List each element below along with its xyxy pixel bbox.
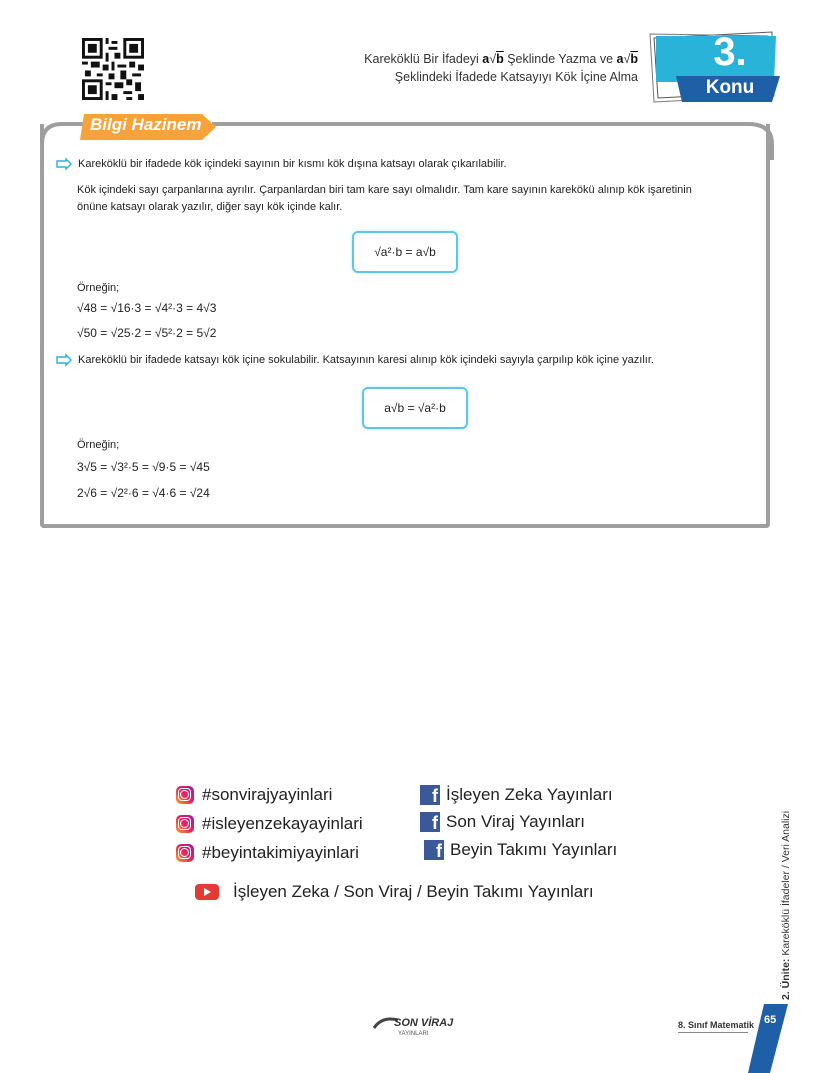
instagram-icon — [176, 844, 194, 862]
instagram-handle: #sonvirajyayinlari — [202, 785, 333, 804]
youtube-channel: İşleyen Zeka / Son Viraj / Beyin Takımı Yayınları — [233, 882, 594, 901]
formula-box — [362, 387, 468, 429]
logo-subtext: YAYINLARI — [398, 1031, 429, 1037]
unit-side-label — [780, 780, 800, 1000]
info-box-title: Bilgi Hazinem — [90, 115, 202, 134]
konu-label: Konu — [705, 77, 755, 98]
example-line: 2√6 = √2²·6 = √4·6 = √24 — [77, 486, 210, 500]
facebook-page: İşleyen Zeka Yayınları — [446, 785, 613, 804]
bullet-item — [56, 158, 507, 170]
page-number: 65 — [764, 1014, 777, 1026]
bullet-item — [56, 354, 654, 366]
instagram-link[interactable] — [176, 785, 332, 805]
formula-text: √a²·b = a√b — [374, 245, 436, 259]
example-line: √50 = √25·2 = √5²·2 = 5√2 — [77, 326, 217, 340]
example-line: √48 = √16·3 = √4²·3 = 4√3 — [77, 301, 217, 315]
instagram-link[interactable] — [176, 843, 359, 863]
publisher-logo — [372, 1006, 454, 1038]
konu-number: 3. — [713, 30, 747, 74]
instagram-icon — [176, 815, 194, 833]
instagram-icon — [176, 786, 194, 804]
qr-code — [82, 38, 144, 100]
facebook-icon: f — [420, 812, 440, 832]
topic-heading — [364, 50, 638, 86]
unit-number: 2. Ünite: — [780, 958, 792, 1000]
footer-underline — [678, 1032, 748, 1033]
instagram-handle: #beyintakimiyayinlari — [202, 843, 359, 862]
facebook-icon: f — [424, 840, 444, 860]
paragraph-line: Kök içindeki sayı çarpanlarına ayrılır. Çarpanlardan biri tam kare sayı olmalıdır. Tam kare sayının karekökü alınıp kök işaretinin — [77, 184, 692, 196]
example-label: Örneğin; — [77, 282, 120, 294]
facebook-page: Son Viraj Yayınları — [446, 812, 585, 831]
instagram-handle: #isleyenzekayayinlari — [202, 814, 363, 833]
facebook-link[interactable] — [420, 812, 585, 832]
facebook-link[interactable] — [420, 785, 613, 805]
topic-heading-line1: Kareköklü Bir İfadeyi a√b Şeklinde Yazma ve a√b — [364, 52, 638, 66]
paragraph-line: önüne katsayı olarak yazılır, diğer sayı kök içinde kalır. — [77, 201, 343, 213]
book-title: 8. Sınıf Matematik — [678, 1020, 755, 1030]
explanation-paragraph — [77, 182, 757, 216]
youtube-link[interactable] — [195, 882, 594, 902]
arrow-bullet-icon — [56, 159, 72, 169]
facebook-icon: f — [420, 785, 440, 805]
topic-heading-line2: Şeklindeki İfadede Katsayıyı Kök İçine Alma — [394, 70, 638, 84]
unit-title: Kareköklü İfadeler / Veri Analizi — [780, 810, 792, 956]
example-line: 3√5 = √3²·5 = √9·5 = √45 — [77, 460, 210, 474]
bullet-text: Kareköklü bir ifadede kök içindeki sayının bir kısmı kök dışına katsayı olarak çıkarılabilir. — [78, 158, 507, 170]
example-label: Örneğin; — [77, 439, 120, 451]
formula-box — [352, 231, 458, 273]
formula-text: a√b = √a²·b — [384, 401, 446, 415]
arrow-bullet-icon — [56, 355, 72, 365]
youtube-icon — [195, 884, 219, 900]
logo-text: SON VİRAJ — [394, 1017, 454, 1029]
instagram-link[interactable] — [176, 814, 363, 834]
bullet-text: Kareköklü bir ifadede katsayı kök içine sokulabilir. Katsayının karesi alınıp kök içindeki sayıyla çarpılıp kök içine yazılır. — [78, 354, 654, 366]
facebook-link[interactable] — [424, 840, 617, 860]
facebook-page: Beyin Takımı Yayınları — [450, 840, 618, 859]
